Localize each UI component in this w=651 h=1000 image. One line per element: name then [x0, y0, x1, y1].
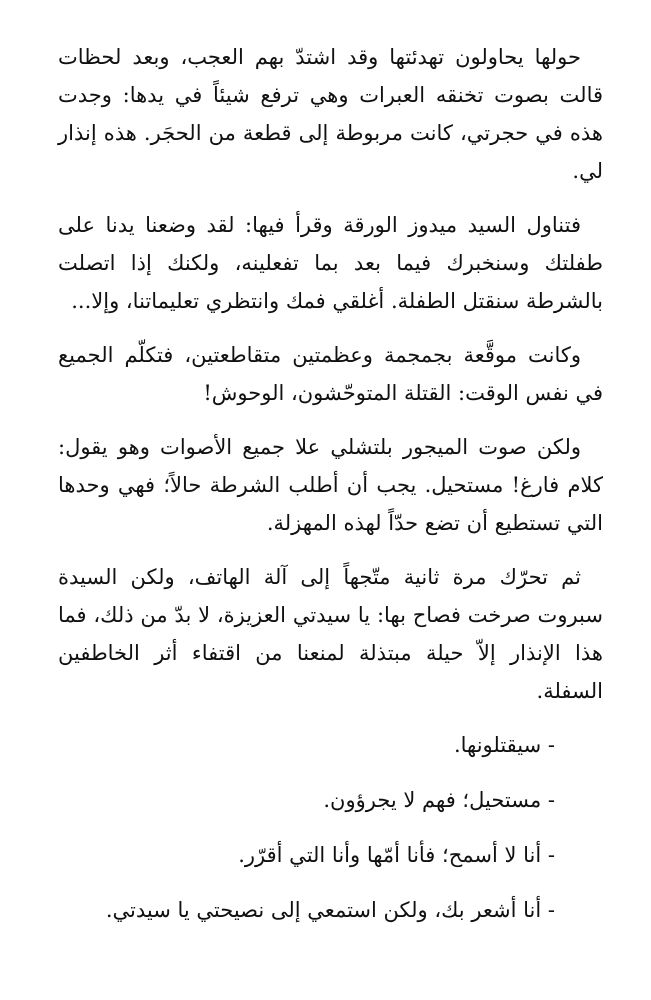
dialogue-line-2: - مستحيل؛ فهم لا يجرؤون.	[323, 788, 555, 812]
paragraph-5: ثم تحرّك مرة ثانية متّجهاً إلى آلة الهاتف، ولكن السيدة سبروت صرخت فصاح بها: يا سيدتي العزيزة، لا بدّ من ذلك، فما هذا الإنذار إلاّ حيلة مبتذلة لمنعنا من اقتفاء أثر الخاطفين السفلة.	[58, 565, 603, 703]
paragraph-2: فتناول السيد ميدوز الورقة وقرأ فيها: لقد وضعنا يدنا على طفلتك وسنخبرك فيما بعد بما تفعلينه، ولكنك إذا اتصلت بالشرطة سنقتل الطفلة. أغلقي فمك وانتظري تعليماتنا، وإلا...	[58, 213, 603, 313]
dialogue-line-1: - سيقتلونها.	[453, 733, 555, 757]
paragraph-3: وكانت موقَّعة بجمجمة وعظمتين متقاطعتين، فتكلّم الجميع في نفس الوقت: القتلة المتوحّشون، الوحوش!	[58, 343, 603, 405]
paragraph-4: ولكن صوت الميجور بلتشلي علا جميع الأصوات وهو يقول: كلام فارغ! مستحيل. يجب أن أطلب الشرطة حالاً؛ فهي وحدها التي تستطيع أن تضع حدّاً لهذه المهزلة.	[58, 435, 603, 535]
dialogue-line-3: - أنا لا أسمح؛ فأنا أمّها وأنا التي أقرّر.	[238, 843, 555, 867]
dialogue-line-4: - أنا أشعر بك، ولكن استمعي إلى نصيحتي يا سيدتي.	[105, 898, 555, 922]
paragraph-1: حولها يحاولون تهدئتها وقد اشتدّ بهم العجب، وبعد لحظات قالت بصوت تخنقه العبرات وهي ترفع شيئاً في يدها: وجدت هذه في حجرتي، كانت مربوطة إلى قطعة من الحجَر. هذه إنذار لي.	[58, 45, 603, 183]
